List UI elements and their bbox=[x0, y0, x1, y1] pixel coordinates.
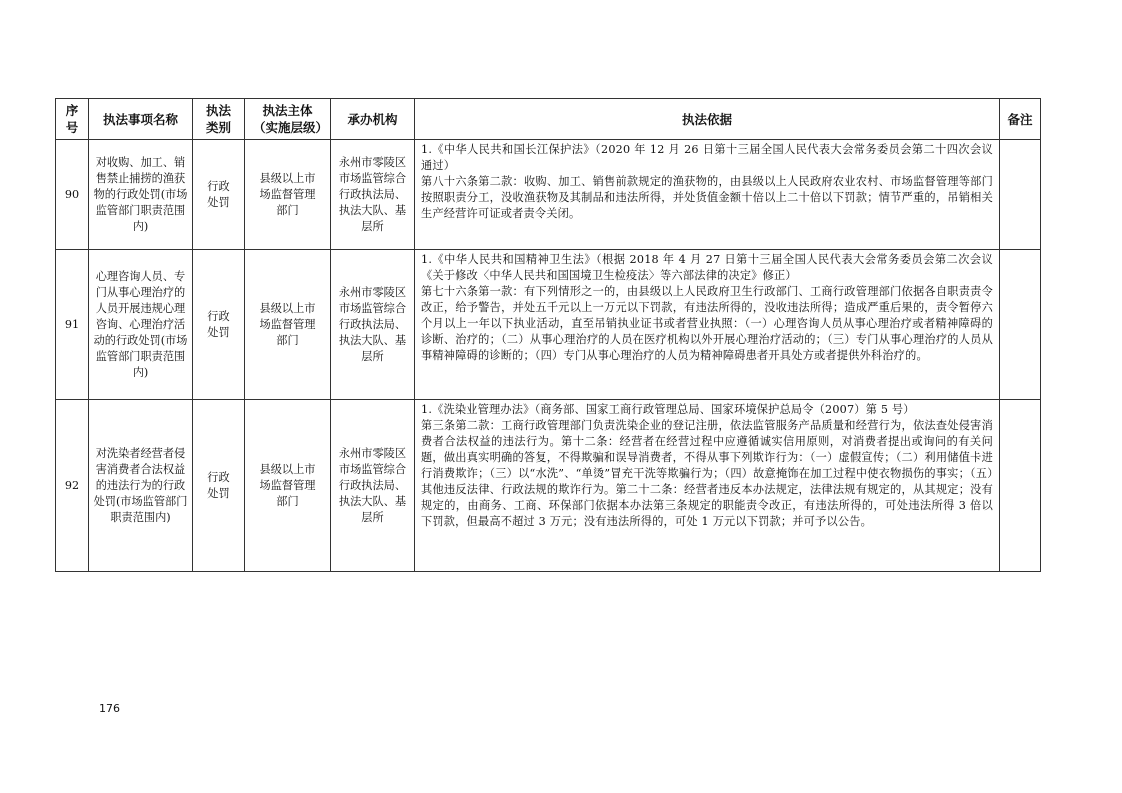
row-agency: 永州市零陵区市场监管综合行政执法局、执法大队、基层所 bbox=[331, 250, 415, 400]
basis-paragraph: 1.《中华人民共和国精神卫生法》（根据 2018 年 4 月 27 日第十三届全国人民代表大会常务委员会第二次会议《关于修改〈中华人民共和国国境卫生检疫法〉等六部法律的决定》修正） bbox=[421, 253, 993, 282]
header-category: 执法类别 bbox=[193, 99, 245, 140]
header-basis: 执法依据 bbox=[415, 99, 1000, 140]
row-basis bbox=[415, 140, 1000, 250]
row-basis bbox=[415, 250, 1000, 400]
table-row bbox=[56, 250, 1041, 400]
header-agency: 承办机构 bbox=[331, 99, 415, 140]
header-seq: 序号 bbox=[56, 99, 89, 140]
basis-paragraph: 第三条第二款：工商行政管理部门负责洗染企业的登记注册，依法监管服务产品质量和经营行为，依法查处侵害消费者合法权益的违法行为。第十二条：经营者在经营过程中应遵循诚实信用原则，对消费者提出或询问的有关问题，做出真实明确的答复，不得欺骗和误导消费者，不得从事下列欺诈行为：（一）虚假宣传；（二）利用储值卡进行消费欺诈；（三）以“水洗”、“单烫”冒充干洗等欺骗行为；（四）故意掩饰在加工过程中使衣物损伤的事实；（五）其他违反法律、行政法规的欺诈行为。第二十二条：经营者违反本办法规定，法律法规有规定的，从其规定；没有规定的，由商务、工商、环保部门依据本办法第三条规定的职能责令改正，有违法所得的，可处违法所得 3 倍以下罚款，但最高不超过 3 万元；没有违法所得的，可处 1 万元以下罚款；并可予以公告。 bbox=[421, 419, 993, 528]
row-name: 心理咨询人员、专门从事心理治疗的人员开展违规心理咨询、心理治疗活动的行政处罚(市场监管部门职责范围内) bbox=[89, 250, 193, 400]
row-category: 行政处罚 bbox=[193, 250, 245, 400]
row-subject: 县级以上市场监督管理部门 bbox=[245, 140, 331, 250]
header-name: 执法事项名称 bbox=[89, 99, 193, 140]
row-category: 行政处罚 bbox=[193, 400, 245, 572]
basis-paragraph: 第八十六条第二款：收购、加工、销售前款规定的渔获物的，由县级以上人民政府农业农村、市场监督管理等部门按照职责分工，没收渔获物及其制品和违法所得，并处货值金额十倍以上二十倍以下罚款；情节严重的，吊销相关生产经营许可证或者责令关闭。 bbox=[421, 175, 993, 220]
header-row bbox=[56, 99, 1041, 140]
row-subject: 县级以上市场监督管理部门 bbox=[245, 250, 331, 400]
row-seq: 91 bbox=[56, 250, 89, 400]
row-remark bbox=[1000, 140, 1041, 250]
row-agency: 永州市零陵区市场监管综合行政执法局、执法大队、基层所 bbox=[331, 400, 415, 572]
row-remark bbox=[1000, 400, 1041, 572]
row-name: 对洗染者经营者侵害消费者合法权益的违法行为的行政处罚(市场监管部门职责范围内) bbox=[89, 400, 193, 572]
basis-paragraph: 1.《中华人民共和国长江保护法》（2020 年 12 月 26 日第十三届全国人民代表大会常务委员会第二十四次会议通过） bbox=[421, 143, 993, 172]
basis-paragraph: 1.《洗染业管理办法》（商务部、国家工商行政管理总局、国家环境保护总局令（2007）第 5 号） bbox=[421, 403, 915, 416]
row-remark bbox=[1000, 250, 1041, 400]
row-agency: 永州市零陵区市场监管综合行政执法局、执法大队、基层所 bbox=[331, 140, 415, 250]
header-remark: 备注 bbox=[1000, 99, 1041, 140]
row-seq: 90 bbox=[56, 140, 89, 250]
row-category: 行政处罚 bbox=[193, 140, 245, 250]
row-name: 对收购、加工、销售禁止捕捞的渔获物的行政处罚(市场监管部门职责范围内) bbox=[89, 140, 193, 250]
basis-paragraph: 第七十六条第一款：有下列情形之一的，由县级以上人民政府卫生行政部门、工商行政管理部门依据各自职责责令改正，给予警告，并处五千元以上一万元以下罚款，有违法所得的，没收违法所得；造成严重后果的，责令暂停六个月以上一年以下执业活动，直至吊销执业证书或者营业执照：（一）心理咨询人员从事心理治疗或者精神障碍的诊断、治疗的；（二）从事心理治疗的人员在医疗机构以外开展心理治疗活动的；（三）专门从事心理治疗的人员从事精神障碍的诊断的；（四）专门从事心理治疗的人员为精神障碍患者开具处方或者提供外科治疗的。 bbox=[421, 285, 993, 362]
law-enforcement-table bbox=[55, 98, 1041, 572]
header-subject: 执法主体（实施层级） bbox=[245, 99, 331, 140]
page-number: 176 bbox=[99, 702, 120, 715]
table-row bbox=[56, 400, 1041, 572]
table-row bbox=[56, 140, 1041, 250]
row-basis bbox=[415, 400, 1000, 572]
row-seq: 92 bbox=[56, 400, 89, 572]
row-subject: 县级以上市场监督管理部门 bbox=[245, 400, 331, 572]
